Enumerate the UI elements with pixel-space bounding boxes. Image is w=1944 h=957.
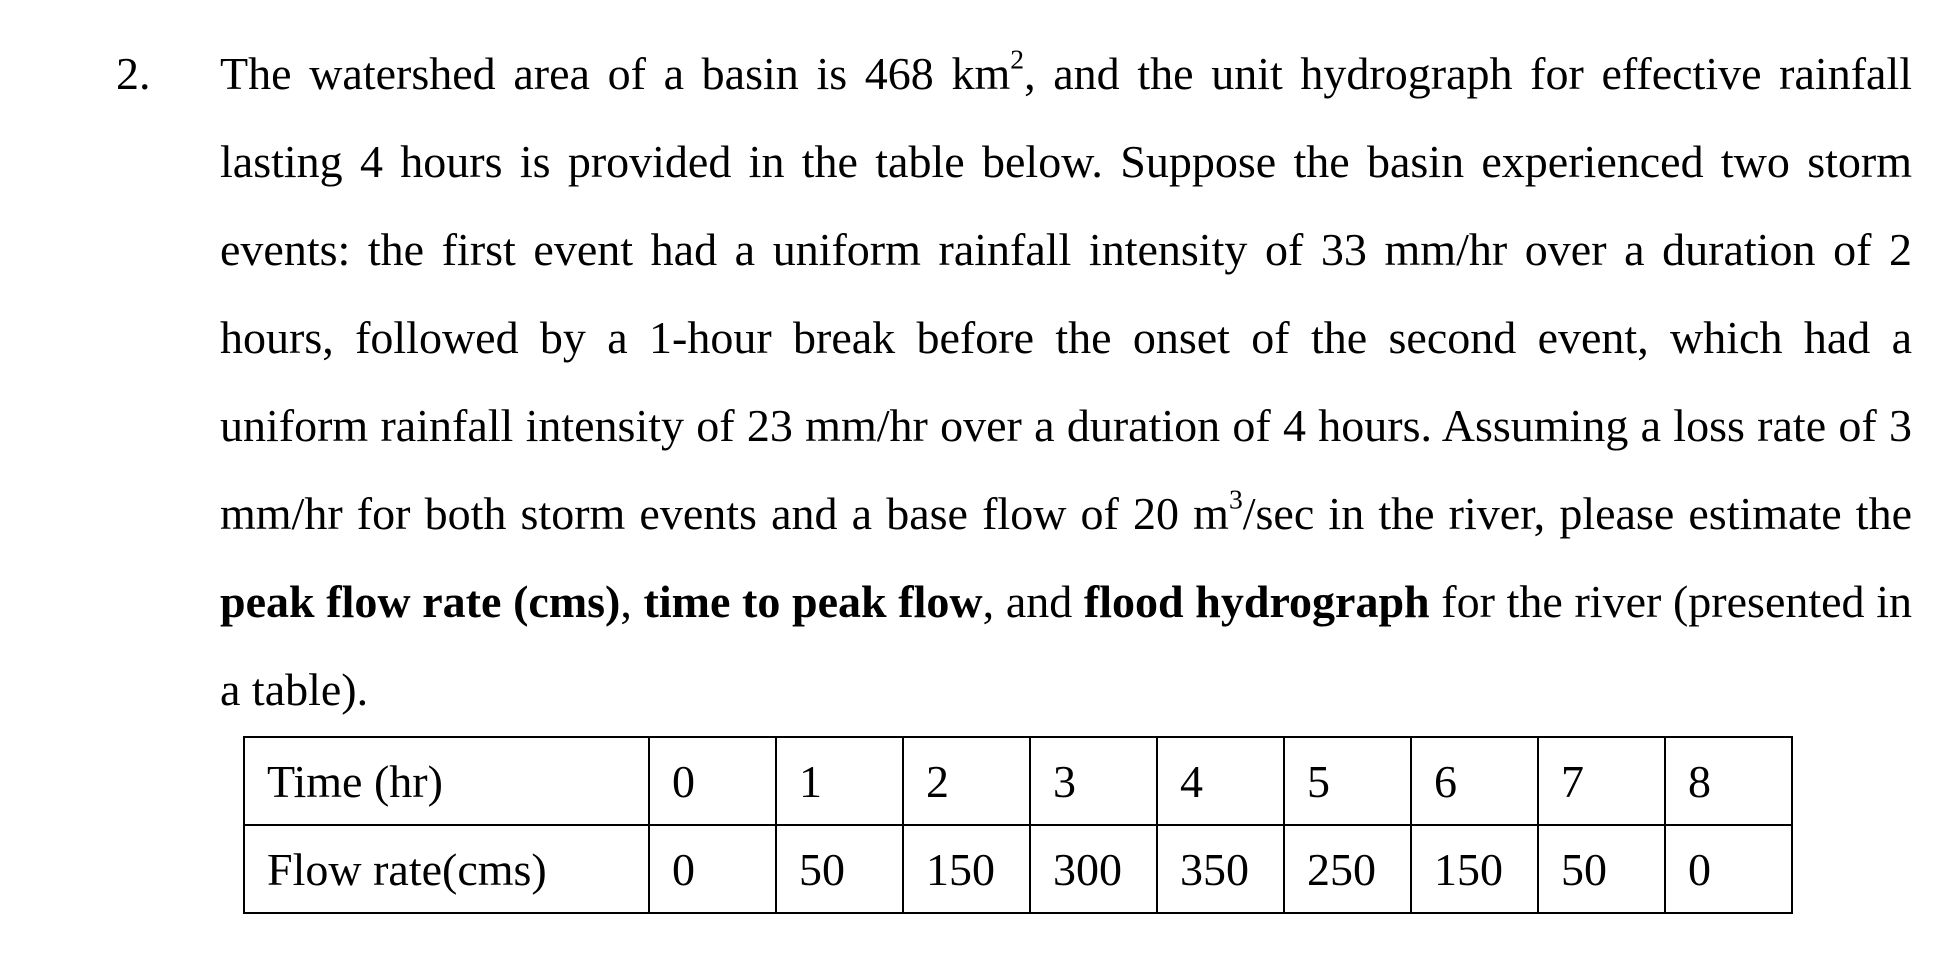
problem-number: 2.	[116, 48, 151, 99]
problem-statement	[220, 30, 1912, 734]
table-cell-flow: 50	[776, 825, 903, 913]
table-cell-time: 1	[776, 737, 903, 825]
problem-text-part: for the river (presented in a table).	[220, 576, 1913, 715]
table-cell-flow: 300	[1030, 825, 1157, 913]
bold-time-to-peak: time to peak flow	[643, 576, 983, 627]
problem-text-part: /sec in the river, please estimate the	[1242, 488, 1913, 539]
row-header-time: Time (hr)	[244, 737, 649, 825]
problem-text-part: , and the unit hydrograph for effective rainfall lasting 4 hours is provided in the table below. Suppose the basin experienced two storm events: the first event had a uniform rainfall intensity of 33 mm/hr over a duration of 2 hours, followed by a 1-hour break before the onset of the second event, which had a uniform rainfall intensity of 23 mm/hr over a duration of 4 hours. Assuming a loss rate of 3 mm/hr for both storm events and a base flow of 20 m	[220, 48, 1912, 539]
table-cell-flow: 0	[649, 825, 776, 913]
table-cell-flow: 250	[1284, 825, 1411, 913]
table-cell-flow: 50	[1538, 825, 1665, 913]
table-cell-flow: 150	[1411, 825, 1538, 913]
table-cell-time: 5	[1284, 737, 1411, 825]
table-cell-time: 7	[1538, 737, 1665, 825]
table-cell-flow: 0	[1665, 825, 1792, 913]
table-cell-time: 4	[1157, 737, 1284, 825]
bold-flood-hydrograph: flood hydrograph	[1083, 576, 1430, 627]
problem-text-part: The watershed area of a basin is 468 km	[220, 48, 1011, 99]
table-cell-time: 8	[1665, 737, 1792, 825]
problem-text-part: , and	[982, 576, 1084, 627]
table-cell-time: 6	[1411, 737, 1538, 825]
table-cell-time: 0	[649, 737, 776, 825]
problem-text-part: ,	[620, 576, 644, 627]
superscript-2: 2	[1010, 43, 1025, 75]
row-header-flow: Flow rate(cms)	[244, 825, 649, 913]
superscript-3: 3	[1228, 483, 1243, 515]
table-cell-flow: 150	[903, 825, 1030, 913]
table-row-flow	[244, 825, 1792, 913]
table-row-time	[244, 737, 1792, 825]
table-cell-time: 3	[1030, 737, 1157, 825]
unit-hydrograph-table	[243, 736, 1793, 914]
bold-peak-flow-rate: peak flow rate (cms)	[220, 576, 621, 627]
table-cell-time: 2	[903, 737, 1030, 825]
table-cell-flow: 350	[1157, 825, 1284, 913]
